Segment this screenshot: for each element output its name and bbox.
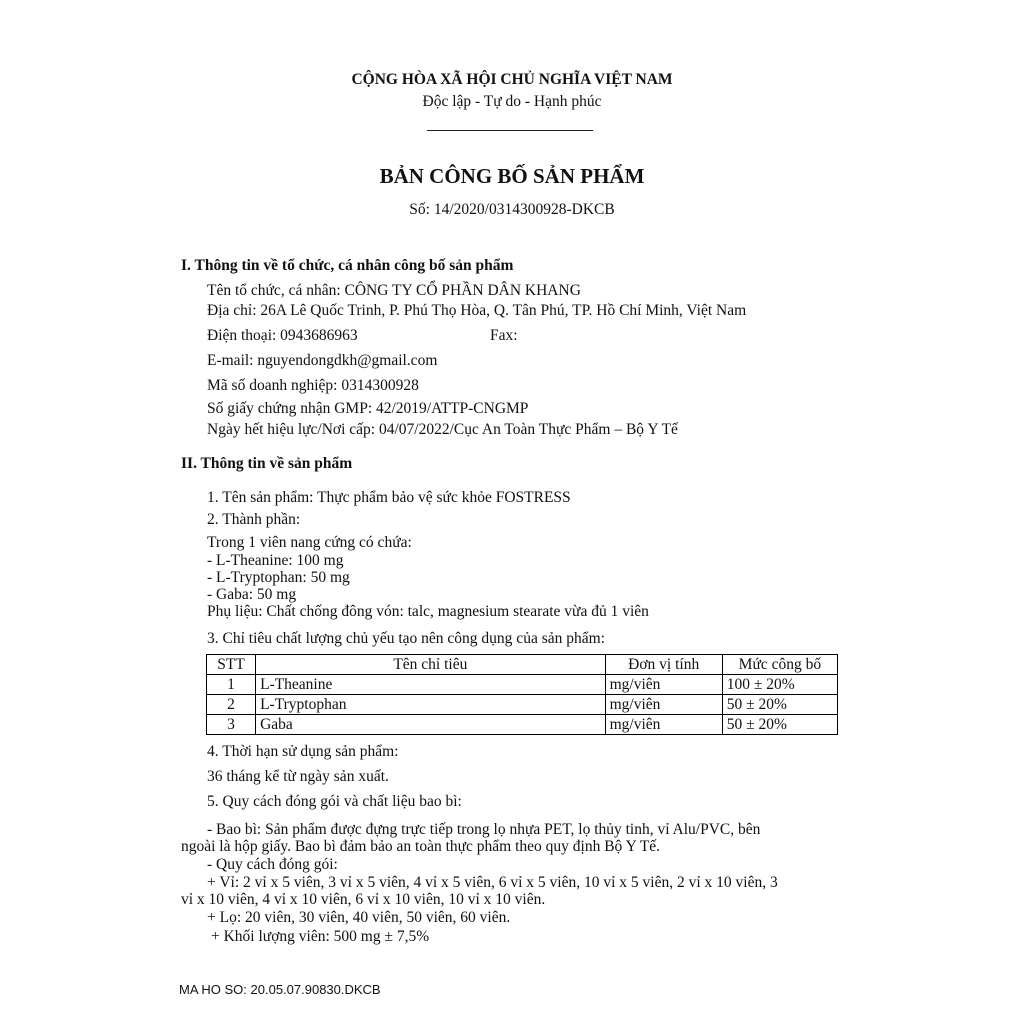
table-row [207, 695, 838, 715]
packaging-line: - Bao bì: Sản phẩm được đựng trực tiếp trong lọ nhựa PET, lọ thủy tinh, vỉ Alu/PVC, bên [207, 821, 761, 838]
column-header-name: Tên chỉ tiêu [256, 655, 606, 675]
file-code: MA HO SO: 20.05.07.90830.DKCB [179, 982, 381, 997]
motto: Độc lập - Tự do - Hạnh phúc [422, 93, 602, 110]
ingredient-line: - Gaba: 50 mg [207, 586, 297, 603]
column-header-value: Mức công bố [722, 655, 837, 675]
row-number: 3 [207, 715, 256, 735]
document-title: BẢN CÔNG BỐ SẢN PHẨM [379, 164, 645, 188]
declared-level: 50 ± 20% [722, 695, 837, 715]
ingredients-title: 2. Thành phần: [207, 511, 301, 528]
unit: mg/viên [605, 675, 722, 695]
business-code: Mã số doanh nghiệp: 0314300928 [207, 377, 419, 394]
declared-level: 100 ± 20% [722, 675, 837, 695]
packaging-line: vỉ x 10 viên, 4 vỉ x 10 viên, 6 vỉ x 10 viên, 10 vỉ x 10 viên. [181, 891, 546, 908]
org-fax: Fax: [490, 327, 518, 344]
excipients-line: Phụ liệu: Chất chống đông vón: talc, magnesium stearate vừa đủ 1 viên [207, 603, 649, 620]
unit: mg/viên [605, 715, 722, 735]
shelf-life: 36 tháng kể từ ngày sản xuất. [207, 768, 389, 785]
table-row [207, 715, 838, 735]
org-name: Tên tổ chức, cá nhân: CÔNG TY CỔ PHẦN DÂN KHANG [207, 282, 581, 299]
quality-title: 3. Chỉ tiêu chất lượng chủ yếu tạo nên công dụng của sản phẩm: [207, 630, 605, 647]
country-header: CỘNG HÒA XÃ HỘI CHỦ NGHĨA VIỆT NAM [351, 71, 673, 88]
ingredient-line: - L-Tryptophan: 50 mg [207, 569, 350, 586]
shelf-life-title: 4. Thời hạn sử dụng sản phẩm: [207, 743, 399, 760]
unit: mg/viên [605, 695, 722, 715]
row-number: 1 [207, 675, 256, 695]
org-address: Địa chỉ: 26A Lê Quốc Trinh, P. Phú Thọ Hòa, Q. Tân Phú, TP. Hồ Chí Minh, Việt Nam [207, 302, 747, 319]
ingredient-line: - L-Theanine: 100 mg [207, 552, 344, 569]
packaging-line: + Lọ: 20 viên, 30 viên, 40 viên, 50 viên, 60 viên. [207, 909, 511, 926]
indicator-name: Gaba [256, 715, 606, 735]
column-header-stt: STT [207, 655, 256, 675]
indicator-name: L-Theanine [256, 675, 606, 695]
packaging-line: + Khối lượng viên: 500 mg ± 7,5% [211, 928, 430, 945]
document-number: Số: 14/2020/0314300928-DKCB [409, 201, 615, 218]
section1-heading: I. Thông tin về tổ chức, cá nhân công bố sản phẩm [181, 257, 514, 274]
packaging-title: 5. Quy cách đóng gói và chất liệu bao bì: [207, 793, 462, 810]
org-email: E-mail: nguyendongdkh@gmail.com [207, 352, 438, 369]
declared-level: 50 ± 20% [722, 715, 837, 735]
packaging-line: - Quy cách đóng gói: [207, 856, 338, 873]
column-header-unit: Đơn vị tính [605, 655, 722, 675]
table-row [207, 675, 838, 695]
packaging-line: + Vỉ: 2 vỉ x 5 viên, 3 vỉ x 5 viên, 4 vỉ x 5 viên, 6 vỉ x 5 viên, 10 vỉ x 5 viên, 2 vỉ x 10 viên, 3 [207, 874, 778, 891]
org-phone: Điện thoại: 0943686963 [207, 327, 358, 344]
section2-heading: II. Thông tin về sản phẩm [181, 455, 353, 472]
packaging-line: ngoài là hộp giấy. Bao bì đảm bảo an toàn thực phẩm theo quy định Bộ Y Tế. [181, 838, 661, 855]
certificate-expiry: Ngày hết hiệu lực/Nơi cấp: 04/07/2022/Cục An Toàn Thực Phẩm – Bộ Y Tế [207, 421, 678, 438]
row-number: 2 [207, 695, 256, 715]
header-divider [427, 130, 593, 131]
indicator-name: L-Tryptophan [256, 695, 606, 715]
gmp-certificate: Số giấy chứng nhận GMP: 42/2019/ATTP-CNGMP [207, 400, 529, 417]
product-name: 1. Tên sản phẩm: Thực phẩm bảo vệ sức khỏe FOSTRESS [207, 489, 571, 506]
table-header-row [207, 655, 838, 675]
ingredient-line: Trong 1 viên nang cứng có chứa: [207, 534, 412, 551]
quality-table [206, 654, 838, 735]
